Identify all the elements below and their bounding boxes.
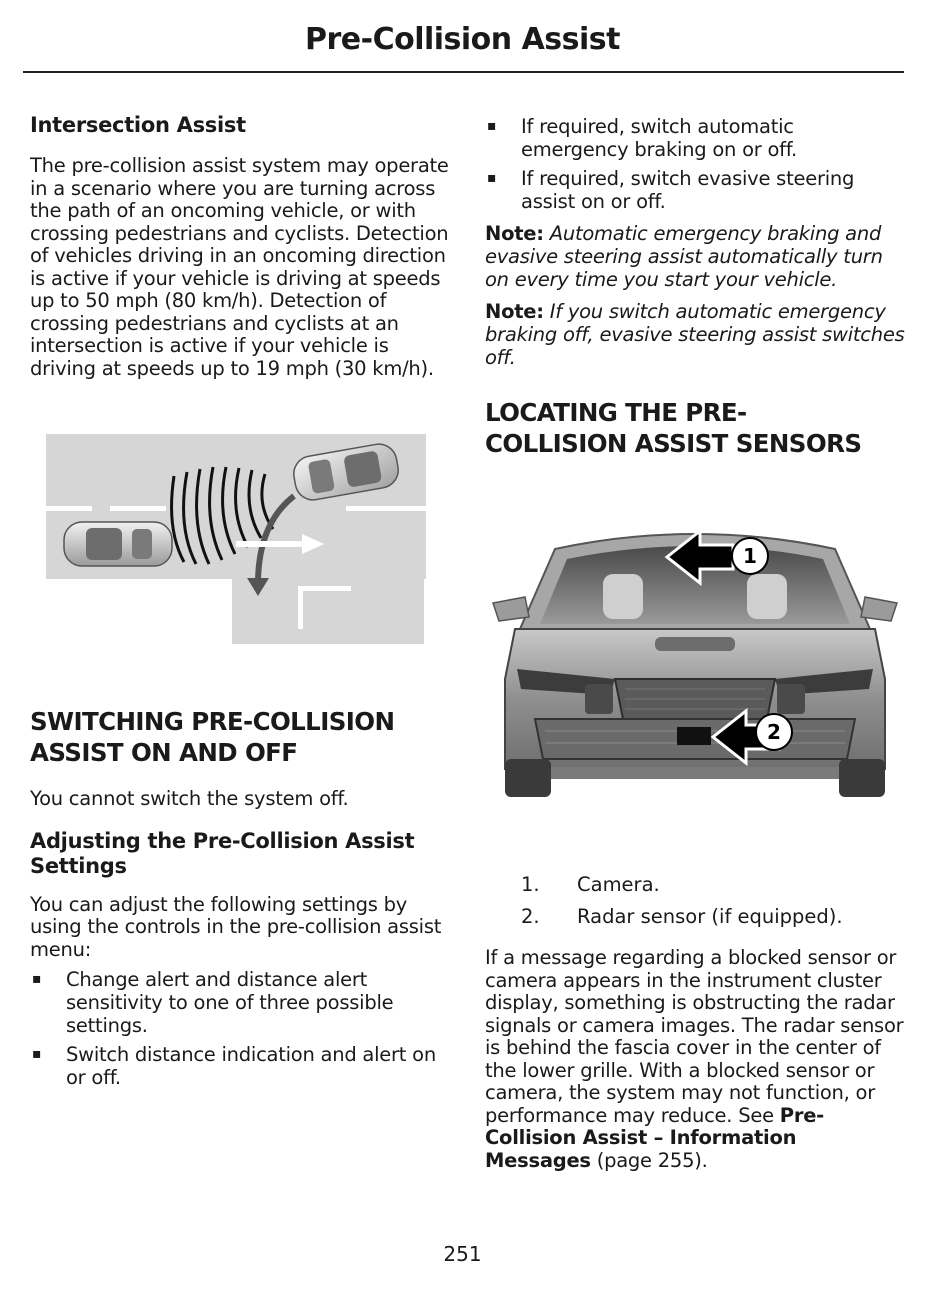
switching-heading-line1: SWITCHING PRE-COLLISION (30, 707, 395, 736)
right-column (485, 110, 905, 1172)
radar-callout-badge (756, 714, 792, 750)
intersection-assist-paragraph: The pre-collision assist system may operate in a scenario where you are turning across the path of an oncoming vehicle, or with crossing pedestrians and cyclists. Detection of vehicles driving in an oncoming direction is active if your vehicle is driving at speeds up to 50 mph (80 km/h). Detection of crossing pedestrians and cyclists at an intersection is active if your vehicle is driving at speeds up to 19 mph (30 km/h). (30, 154, 449, 380)
intersection-assist-heading: Intersection Assist (30, 113, 246, 137)
locating-sensors-heading (485, 397, 905, 459)
locating-heading-line2: COLLISION ASSIST SENSORS (485, 429, 862, 458)
left-column (30, 110, 450, 1089)
note-text: If you switch automatic emergency braking off, evasive steering assist switches off. (485, 300, 905, 369)
adjusting-heading: Adjusting the Pre-Collision Assist Settings (30, 828, 415, 878)
list-item: ▪ If required, switch automatic emergency braking on or off. (487, 115, 797, 161)
list-item: 1. Camera. (521, 873, 660, 896)
camera-callout-badge (732, 538, 768, 574)
page-number: 251 (443, 1242, 482, 1266)
list-item: ▪ Change alert and distance alert sensitivity to one of three possible settings. (32, 968, 394, 1037)
oncoming-car-graphic (64, 522, 172, 566)
note-switch-off (485, 300, 905, 369)
note-auto-turn-on (485, 222, 905, 291)
adjusting-bullet-list-left (30, 968, 450, 1089)
switching-heading-line2: ASSIST ON AND OFF (30, 738, 298, 767)
list-item: ▪ If required, switch evasive steering assist on or off. (487, 167, 855, 213)
switching-heading (30, 706, 450, 768)
locating-heading-line1: LOCATING THE PRE- (485, 398, 747, 427)
blocked-sensor-paragraph: If a message regarding a blocked sensor or camera appears in the instrument cluster display, something is obstructing the radar signals or camera images. The radar sensor is behind the fascia cover in the center of the lower grille. With a blocked sensor or camera, the system may not function, or performance may reduce. See Pre-Collision Assist – Information Messages (page 255). (485, 946, 904, 1172)
adjusting-intro: You can adjust the following settings by using the controls in the pre-collision assist menu: (30, 892, 442, 961)
switching-section (30, 706, 450, 811)
svg-text:2: 2 (767, 720, 781, 744)
note-label: Note: (485, 222, 544, 245)
sensor-location-illustration (485, 519, 905, 809)
information-messages-link[interactable]: Pre-Collision Assist – Information Messages (485, 1103, 825, 1172)
header-divider (23, 71, 904, 73)
sensor-legend-list (485, 869, 905, 933)
list-item: 2. Radar sensor (if equipped). (521, 905, 843, 928)
adjusting-bullet-list-right (485, 115, 905, 213)
list-item: ▪ Switch distance indication and alert on or off. (32, 1043, 436, 1089)
svg-text:1: 1 (743, 544, 757, 568)
intersection-assist-illustration (46, 434, 426, 644)
page-header-title: Pre-Collision Assist (304, 22, 621, 57)
note-text: Automatic emergency braking and evasive steering assist automatically turn on every time you start your vehicle. (485, 222, 883, 291)
switching-body-text: You cannot switch the system off. (30, 788, 387, 811)
switching-body (30, 788, 450, 811)
note-label: Note: (485, 300, 544, 323)
